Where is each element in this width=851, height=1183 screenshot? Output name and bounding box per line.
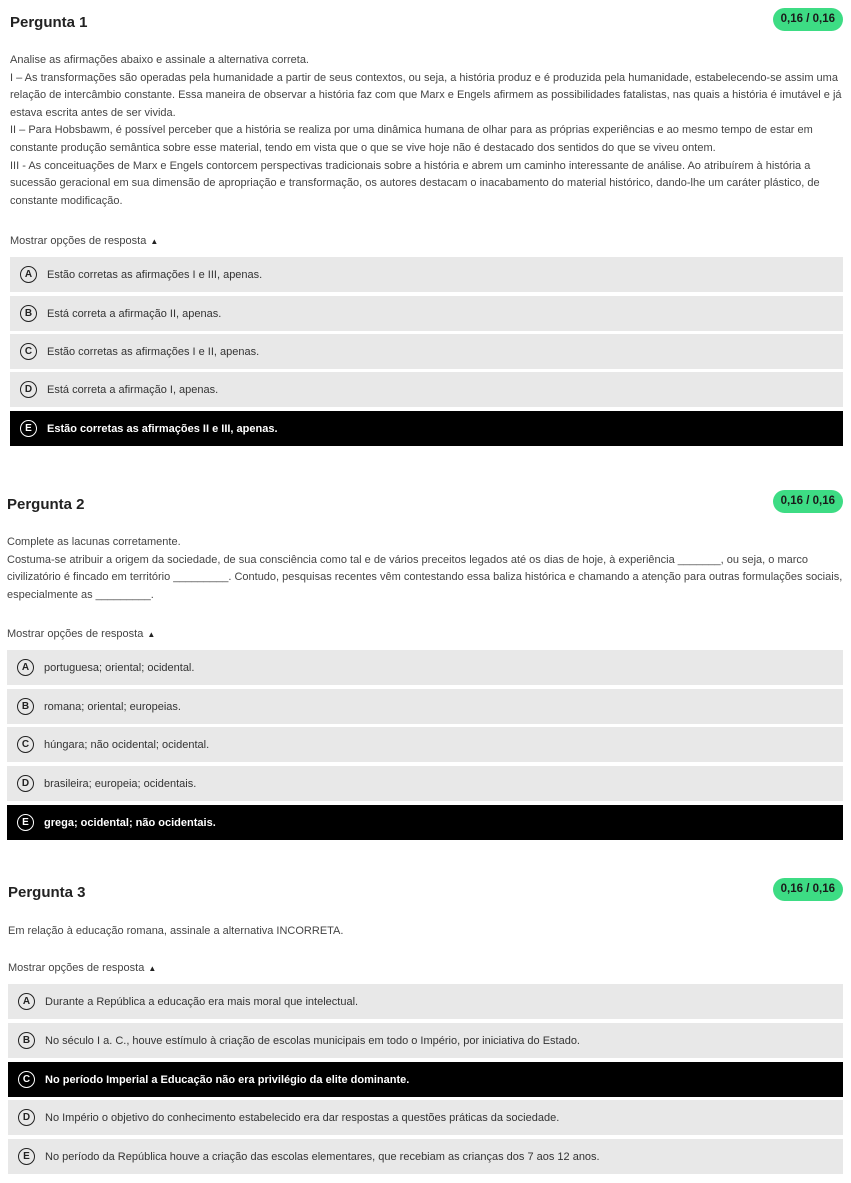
option-letter: B	[17, 698, 34, 715]
option-text: Estão corretas as afirmações I e III, apenas.	[47, 268, 263, 281]
score-badge: 0,16 / 0,16	[773, 8, 843, 31]
question-body	[7, 534, 843, 604]
option-letter: C	[18, 1071, 35, 1088]
option-d[interactable]	[10, 372, 843, 407]
option-letter: B	[18, 1032, 35, 1049]
option-letter: C	[17, 736, 34, 753]
question-text: Costuma-se atribuir a origem da sociedade, de sua consciência como tal e de vários preceitos legados até os dias de hoje, à experiência _______, ou seja, o marco civilizatório é fincado em território _________. Contudo, pesquisas recentes vêm contestando essa baliza histórica e chamando a atenção para outras formulações sociais, especialmente as _________.	[7, 553, 843, 601]
score-badge: 0,16 / 0,16	[773, 878, 843, 901]
toggle-label: Mostrar opções de resposta	[7, 628, 144, 640]
option-letter: B	[20, 305, 37, 322]
option-text: brasileira; europeia; ocidentais.	[44, 777, 197, 790]
option-a[interactable]	[7, 650, 843, 685]
score-badge: 0,16 / 0,16	[773, 490, 843, 513]
question-body	[8, 923, 843, 941]
option-e-selected[interactable]	[10, 411, 843, 446]
option-b[interactable]	[10, 296, 843, 331]
option-text: No Império o objetivo do conhecimento estabelecido era dar respostas a questões práticas da sociedade.	[45, 1111, 560, 1124]
option-a[interactable]	[8, 984, 843, 1019]
option-letter: C	[20, 343, 37, 360]
show-options-toggle[interactable]	[10, 235, 158, 247]
option-d[interactable]	[8, 1100, 843, 1135]
question-title: Pergunta 2	[7, 496, 85, 513]
option-text: Durante a República a educação era mais moral que intelectual.	[45, 995, 359, 1008]
question-header	[8, 878, 843, 908]
option-letter: D	[18, 1109, 35, 1126]
chevron-up-icon: ▲	[147, 629, 156, 639]
question-text: III - As conceituações de Marx e Engels contorcem perspectivas tradicionais sobre a história e abrem um caminho interessante de análise. Ao atribuírem à história a sucessão geracional em sua dimensão de apropriação e transformação, os autores destacam o inacabamento do material histórico, dando-lhe um caráter plástico, de constante modificação.	[10, 159, 820, 207]
question-text: I – As transformações são operadas pela humanidade a partir de seus contextos, ou seja, a história produz e é produzida pela humanidade, estabelecendo-se assim uma relação de intercâmbio constante. Essa maneira de observar a história faz com que Marx e Engels afirmem as possibilidades fatalistas, nas quais a história é imutável e já estava escrita antes de ser vivida.	[10, 71, 842, 119]
question-text: Complete as lacunas corretamente.	[7, 536, 181, 548]
toggle-label: Mostrar opções de resposta	[8, 962, 145, 974]
option-b[interactable]	[7, 689, 843, 724]
option-letter: E	[20, 420, 37, 437]
option-letter: D	[20, 381, 37, 398]
question-1	[10, 8, 843, 448]
toggle-label: Mostrar opções de resposta	[10, 235, 147, 247]
option-c[interactable]	[7, 727, 843, 762]
option-text: húngara; não ocidental; ocidental.	[44, 738, 210, 751]
option-e[interactable]	[8, 1139, 843, 1174]
option-text: Estão corretas as afirmações II e III, apenas.	[47, 422, 278, 435]
show-options-toggle[interactable]	[8, 962, 156, 974]
chevron-up-icon: ▲	[150, 236, 159, 246]
question-text: Analise as afirmações abaixo e assinale a alternativa correta.	[10, 54, 309, 66]
option-text: romana; oriental; europeias.	[44, 700, 181, 713]
option-text: No século I a. C., houve estímulo à criação de escolas municipais em todo o Império, por iniciativa do Estado.	[45, 1034, 580, 1047]
question-2	[7, 490, 843, 842]
option-c[interactable]	[10, 334, 843, 369]
option-letter: A	[17, 659, 34, 676]
option-letter: D	[17, 775, 34, 792]
show-options-toggle[interactable]	[7, 628, 155, 640]
question-header	[7, 490, 843, 520]
question-title: Pergunta 1	[10, 14, 88, 31]
question-text: Em relação à educação romana, assinale a alternativa INCORRETA.	[8, 925, 344, 937]
option-text: grega; ocidental; não ocidentais.	[44, 816, 216, 829]
option-c-selected[interactable]	[8, 1062, 843, 1097]
option-text: Está correta a afirmação II, apenas.	[47, 307, 222, 320]
option-text: portuguesa; oriental; ocidental.	[44, 661, 195, 674]
question-3	[8, 878, 843, 1178]
option-letter: E	[18, 1148, 35, 1165]
question-header	[10, 8, 843, 38]
question-text: II – Para Hobsbawm, é possível perceber que a história se realiza por uma dinâmica humana de olhar para as próprias experiências e ao mesmo tempo de estar em constante produção semântica sobre esse material, tendo em vista que o que se vive hoje não é destacado dos sentidos do que se viveu ontem.	[10, 124, 813, 154]
option-d[interactable]	[7, 766, 843, 801]
option-text: No período da República houve a criação das escolas elementares, que recebiam as crianças dos 7 aos 12 anos.	[45, 1150, 600, 1163]
option-letter: A	[18, 993, 35, 1010]
option-b[interactable]	[8, 1023, 843, 1058]
option-text: No período Imperial a Educação não era privilégio da elite dominante.	[45, 1073, 410, 1086]
option-e-selected[interactable]	[7, 805, 843, 840]
option-letter: A	[20, 266, 37, 283]
option-a[interactable]	[10, 257, 843, 292]
question-title: Pergunta 3	[8, 884, 86, 901]
option-letter: E	[17, 814, 34, 831]
chevron-up-icon: ▲	[148, 963, 157, 973]
question-body	[10, 52, 843, 210]
option-text: Está correta a afirmação I, apenas.	[47, 383, 219, 396]
option-text: Estão corretas as afirmações I e II, apenas.	[47, 345, 260, 358]
